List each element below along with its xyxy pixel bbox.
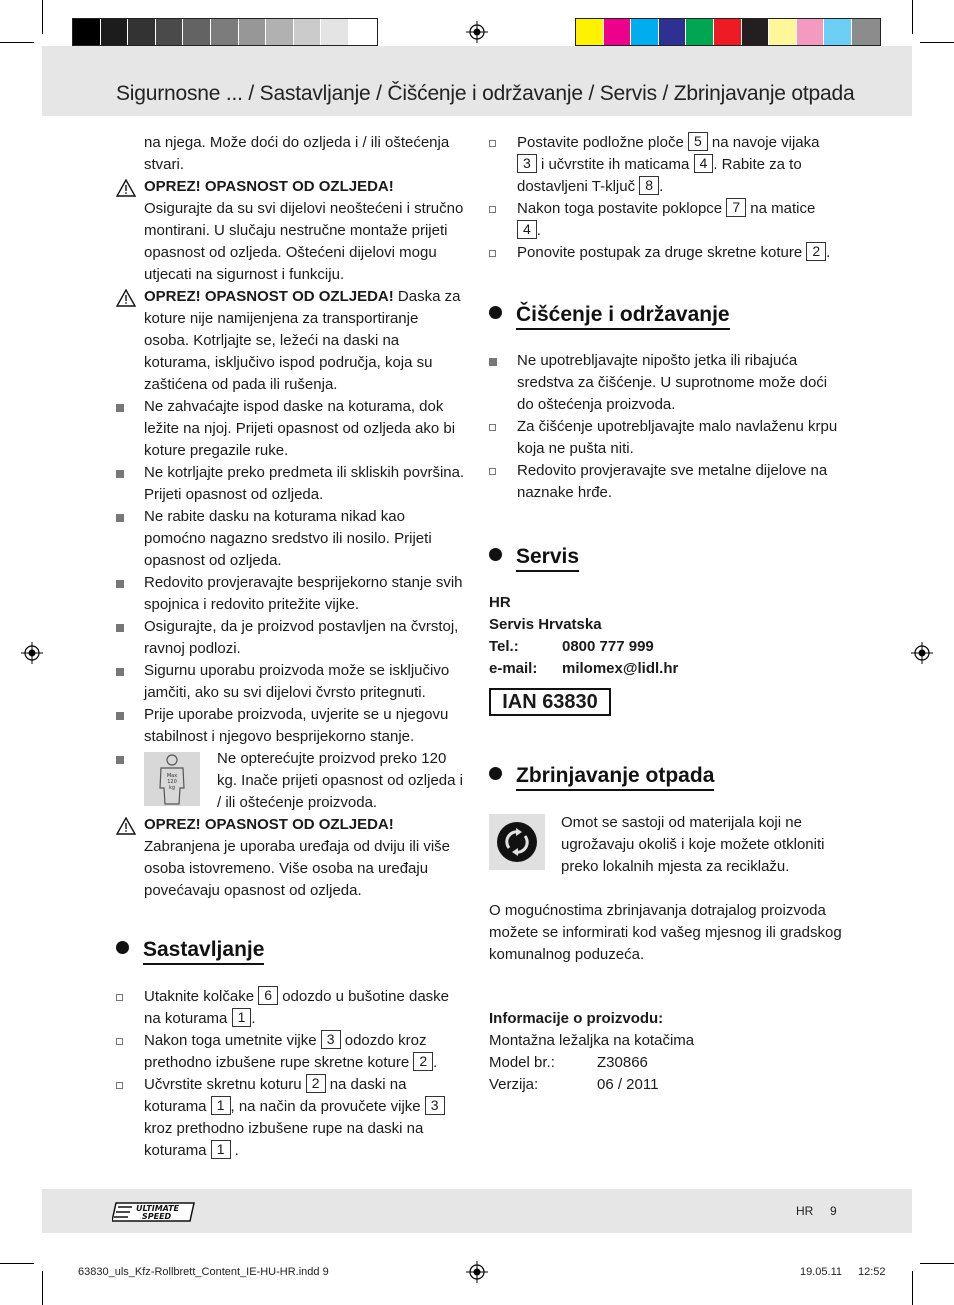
color-swatch: [742, 19, 770, 45]
list-item: Ponovite postupak za druge skretne koture 2 .: [517, 242, 839, 264]
crop-mark: [0, 42, 34, 43]
bullet-square-icon: [116, 624, 124, 632]
color-swatch: [631, 19, 659, 45]
bullet-square-icon: [489, 358, 497, 366]
color-swatch: [211, 19, 239, 45]
color-swatch: [156, 19, 184, 45]
bullet-open-square-icon: [489, 468, 496, 475]
service-country: HR: [489, 594, 511, 611]
list-item: Sigurnu uporabu proizvoda može se isključivo jamčiti, ako su svi dijelovi čvrsto pritegnuti.: [144, 660, 466, 704]
color-swatch: [128, 19, 156, 45]
registration-mark-icon: [466, 1261, 488, 1283]
color-swatch: [714, 19, 742, 45]
svg-text:120: 120: [167, 779, 177, 785]
list-item: Redovito provjeravajte besprijekorno stanje svih spojnica i redovito pritežite vijke.: [144, 572, 466, 616]
max-load-person-icon: [144, 752, 200, 806]
heading-bullet-icon: [489, 767, 502, 780]
section-heading-disposal: Zbrinjavanje otpada: [489, 764, 714, 788]
load-limit-item: [144, 748, 466, 814]
svg-text:kg: kg: [168, 785, 176, 791]
color-swatch: [769, 19, 797, 45]
file-name: 63830_uls_Kfz-Rollbrett_Content_IE-HU-HR.indd 9: [78, 1266, 329, 1278]
registration-mark-icon: [466, 21, 488, 43]
list-item: Redovito provjeravajte sve metalne dijelove na naznake hrđe.: [517, 460, 839, 504]
color-swatch: [294, 19, 322, 45]
list-item: Za čišćenje upotrebljavajte malo navlaženu krpu koja ne pušta niti.: [517, 416, 839, 460]
heading-bullet-icon: [116, 941, 129, 954]
list-item: Utaknite kolčake 6 odozdo u bušotine daske na koturama 1 .: [144, 986, 466, 1030]
svg-text:SPEED: SPEED: [142, 1212, 172, 1221]
print-date: 19.05.11: [800, 1266, 843, 1278]
gray-color-bar: [72, 18, 378, 46]
list-item: Ne zahvaćajte ispod daske na koturama, dok ležite na njoj. Prijeti opasnost od ozljeda ako bi koture pregazile ruke.: [144, 396, 466, 462]
warning-block: [144, 286, 466, 396]
color-swatch: [797, 19, 825, 45]
warning-text: Osigurajte da su svi dijelovi neoštećeni i stručno montirani. U slučaju nestručne montaže prijeti opasnost od ozljeda. Oštećeni dijelovi mogu utjecati na sigurnost i funkciju.: [144, 200, 464, 283]
crop-mark: [42, 1271, 43, 1305]
color-swatch: [686, 19, 714, 45]
bullet-square-icon: [116, 470, 124, 478]
color-swatch: [183, 19, 211, 45]
heading-bullet-icon: [489, 548, 502, 561]
load-limit-text: Ne opterećujte proizvod preko 120 kg. Inače prijeti opasnost od ozljeda i / ili oštećenje proizvoda.: [217, 750, 463, 811]
list-item: Nakon toga umetnite vijke 3 odozdo kroz prethodno izbušene rupe skretne koture 2 .: [144, 1030, 466, 1074]
service-contact: [489, 592, 839, 680]
page-number: 9: [830, 1204, 837, 1218]
color-swatch: [852, 19, 880, 45]
product-info: [489, 1008, 843, 1096]
language-code: HR: [796, 1204, 814, 1218]
registration-mark-icon: [911, 642, 933, 664]
list-item: Ne rabite dasku na koturama nikad kao pomoćno nagazno sredstvo ili nosilo. Prijeti opasnost od ozljeda.: [144, 506, 466, 572]
list-item: Osigurajte, da je proizvod postavljen na čvrstoj, ravnoj podlozi.: [144, 616, 466, 660]
crop-mark: [912, 1271, 913, 1305]
color-swatch: [349, 19, 377, 45]
page-title: Sigurnosne ... / Sastavljanje / Čišćenje i održavanje / Servis / Zbrinjavanje otpada: [116, 82, 855, 105]
bullet-open-square-icon: [489, 424, 496, 431]
bullet-square-icon: [116, 580, 124, 588]
list-item: Postavite podložne ploče 5 na navoje vijaka 3 i učvrstite ih maticama 4 . Rabite za to dostavljeni T-ključ 8 .: [517, 132, 839, 198]
bullet-open-square-icon: [116, 1038, 123, 1045]
heading-bullet-icon: [489, 306, 502, 319]
crop-mark: [920, 1263, 954, 1264]
bullet-open-square-icon: [116, 1082, 123, 1089]
assembly-steps: [144, 986, 466, 1162]
bullet-square-icon: [116, 404, 124, 412]
right-assembly-steps: [517, 132, 839, 264]
svg-text:Max: Max: [166, 773, 178, 779]
list-item: Prije uporabe proizvoda, uvjerite se u njegovu stabilnost i njegovo besprijekorno stanje.: [144, 704, 466, 748]
disposal-text: Omot se sastoji od materijala koji ne ugrožavaju okoliš i koje možete otkloniti preko lokalnih mjesta za reciklažu.: [561, 814, 825, 875]
warning-text: Zabranjena je uporaba uređaja od dviju ili više osoba istovremeno. Više osoba na uređaju povećavaju opasnost od ozljeda.: [144, 838, 451, 899]
color-swatch: [239, 19, 267, 45]
warning-label: OPREZ! OPASNOST OD OZLJEDA!: [144, 178, 394, 195]
process-color-bar: [575, 18, 881, 46]
bullet-open-square-icon: [116, 994, 123, 1001]
service-phone: Tel.: 0800 777 999: [489, 638, 654, 655]
recycling-icon: [489, 814, 545, 870]
service-name: Servis Hrvatska: [489, 616, 602, 633]
left-column: [144, 132, 466, 902]
bullet-square-icon: [116, 712, 124, 720]
crop-mark: [42, 0, 43, 34]
bullet-open-square-icon: [489, 250, 496, 257]
warning-label: OPREZ! OPASNOST OD OZLJEDA!: [144, 816, 394, 833]
crop-mark: [912, 0, 913, 34]
color-swatch: [576, 19, 604, 45]
print-time: 12:52: [858, 1266, 886, 1278]
color-swatch: [266, 19, 294, 45]
warning-triangle-icon: [116, 289, 136, 307]
color-swatch: [824, 19, 852, 45]
warning-label: OPREZ! OPASNOST OD OZLJEDA!: [144, 288, 394, 305]
warning-triangle-icon: [116, 817, 136, 835]
svg-text:ULTIMATE: ULTIMATE: [136, 1204, 180, 1213]
list-item: Nakon toga postavite poklopce 7 na matice 4 .: [517, 198, 839, 242]
bullet-square-icon: [116, 756, 124, 764]
section-heading-cleaning: Čišćenje i održavanje: [489, 303, 730, 327]
product-info-title: Informacije o proizvodu:: [489, 1010, 664, 1027]
service-email: e-mail: milomex@lidl.hr: [489, 660, 679, 677]
bullet-square-icon: [116, 514, 124, 522]
ian-number: IAN 63830: [489, 688, 611, 716]
list-item: Ne upotrebljavajte nipošto jetka ili ribajuća sredstva za čišćenje. U suprotnome može doći do oštećenja proizvoda.: [517, 350, 839, 416]
color-swatch: [659, 19, 687, 45]
crop-mark: [0, 1263, 34, 1264]
section-heading-assembly: Sastavljanje: [116, 938, 264, 962]
warning-block: [144, 176, 466, 286]
crop-mark: [920, 42, 954, 43]
section-heading-service: Servis: [489, 545, 579, 569]
warning-block: [144, 814, 466, 902]
warning-text: Daska za koture nije namijenjena za transportiranje osoba. Kotrljajte se, ležeći na daski na koturama, isključivo ispod područja, koja su zaštićena od pada ili rušenja.: [144, 288, 461, 393]
ultimate-speed-logo: [112, 1200, 198, 1224]
product-name: Montažna ležaljka na kotačima: [489, 1032, 695, 1049]
warning-triangle-icon: [116, 179, 136, 197]
disposal-text-2: O mogućnostima zbrinjavanja dotrajalog proizvoda možete se informirati kod vašeg mjesnog ili gradskog komunalnog poduzeća.: [489, 902, 842, 963]
list-item: Ne kotrljajte preko predmeta ili skliskih površina. Prijeti opasnost od ozljeda.: [144, 462, 466, 506]
bullet-square-icon: [116, 668, 124, 676]
product-version: Verzija: 06 / 2011: [489, 1076, 659, 1093]
product-model: Model br.: Z30866: [489, 1054, 648, 1071]
intro-text: na njega. Može doći do ozljeda i / ili oštećenja stvari.: [144, 134, 450, 173]
registration-mark-icon: [21, 642, 43, 664]
bullet-open-square-icon: [489, 140, 496, 147]
color-swatch: [321, 19, 349, 45]
bullet-open-square-icon: [489, 206, 496, 213]
list-item: Učvrstite skretnu koturu 2 na daski na koturama 1 , na način da provučete vijke 3 kroz prethodno izbušene rupe na daski na koturama 1 .: [144, 1074, 466, 1162]
color-swatch: [604, 19, 632, 45]
color-swatch: [73, 19, 101, 45]
cleaning-list: [517, 350, 839, 504]
color-swatch: [101, 19, 129, 45]
